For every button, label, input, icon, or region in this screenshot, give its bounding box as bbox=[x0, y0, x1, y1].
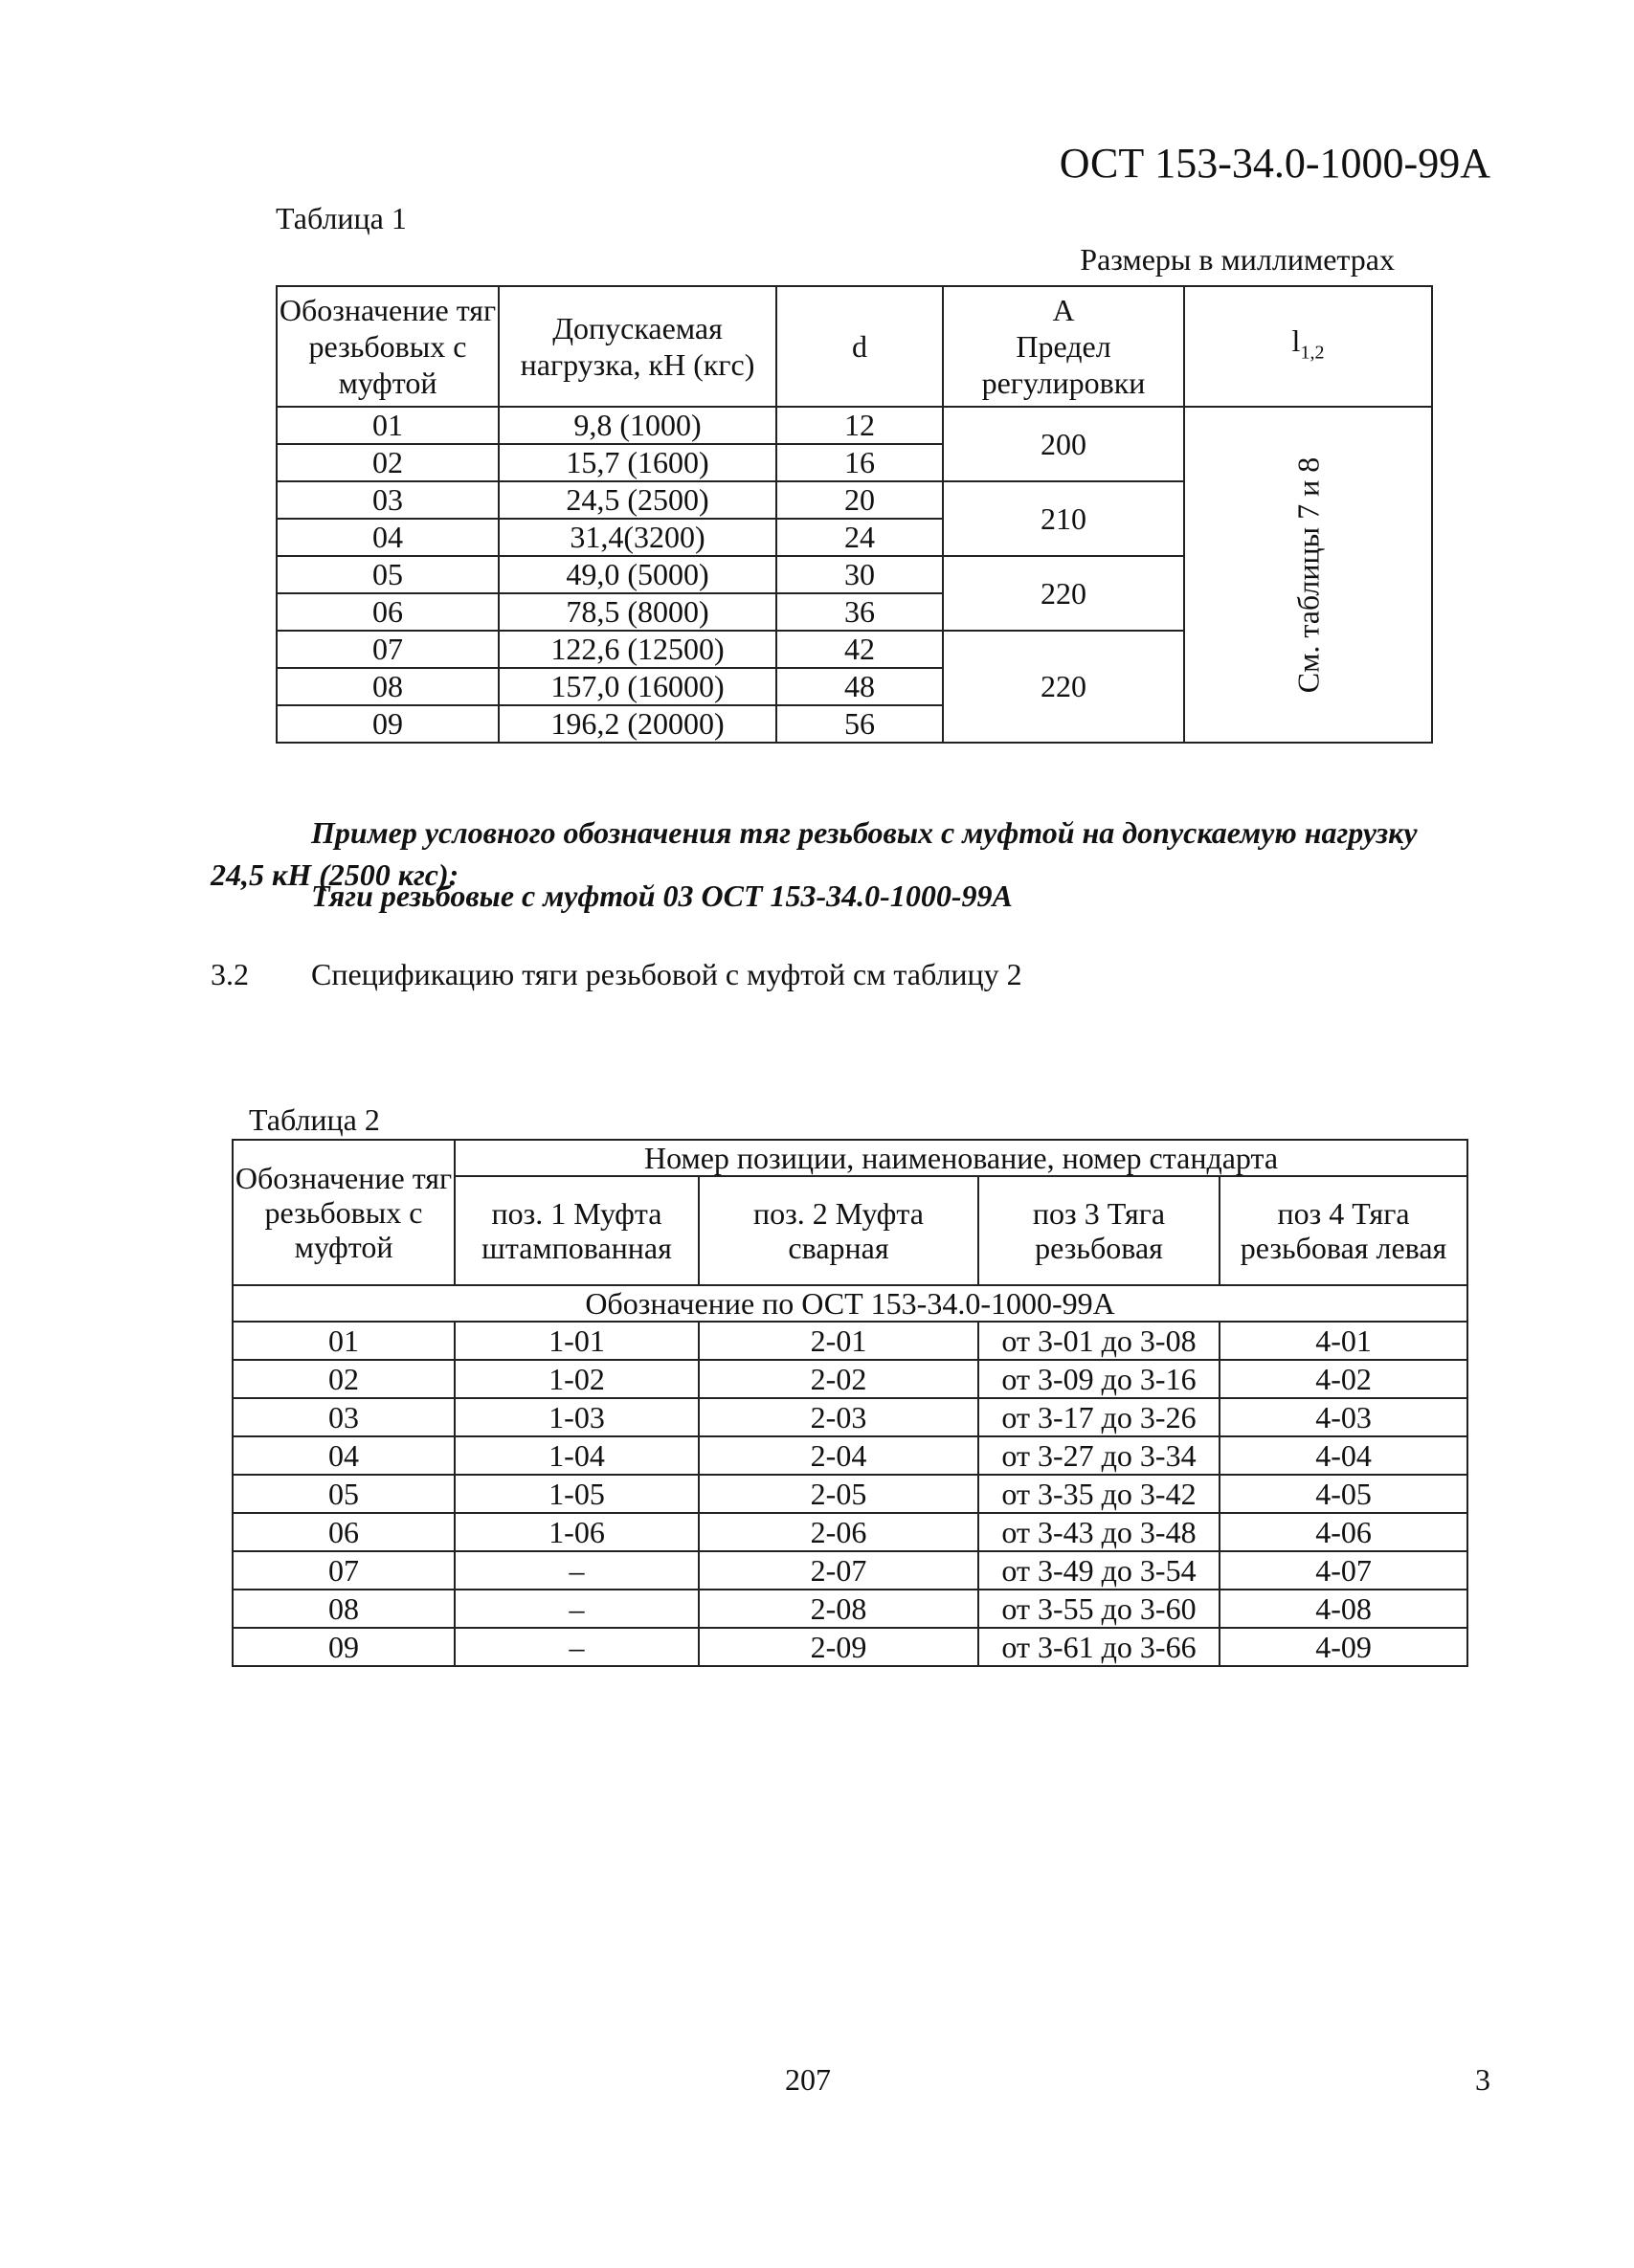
row-pos1: – bbox=[455, 1590, 699, 1628]
row-code: 04 bbox=[233, 1436, 455, 1475]
see-tables-note-cell bbox=[1184, 407, 1432, 743]
table1-col-a bbox=[943, 286, 1184, 407]
row-a: 210 bbox=[943, 481, 1184, 556]
table-row bbox=[233, 1551, 1467, 1590]
row-a: 220 bbox=[943, 631, 1184, 743]
page-number: 207 bbox=[785, 2062, 831, 2097]
row-pos4: 4-06 bbox=[1220, 1513, 1467, 1551]
row-load: 31,4(3200) bbox=[499, 519, 776, 556]
table-row bbox=[233, 1513, 1467, 1551]
row-pos3: от 3-35 до 3-42 bbox=[978, 1475, 1220, 1513]
row-pos1: 1-06 bbox=[455, 1513, 699, 1551]
table1-col-l-letter: l bbox=[1291, 322, 1301, 358]
row-pos3: от 3-61 до 3-66 bbox=[978, 1628, 1220, 1666]
example-text: Пример условного обозначения тяг резьбовых с муфтой на допускаемую нагрузку 24,5 кН (2500 кгс): bbox=[211, 815, 1418, 892]
row-pos3: от 3-17 до 3-26 bbox=[978, 1398, 1220, 1436]
clause-text: Спецификацию тяги резьбовой с муфтой см таблицу 2 bbox=[311, 957, 1022, 991]
row-pos4: 4-08 bbox=[1220, 1590, 1467, 1628]
table-row bbox=[233, 1436, 1467, 1475]
row-load: 9,8 (1000) bbox=[499, 407, 776, 444]
row-pos3: от 3-49 до 3-54 bbox=[978, 1551, 1220, 1590]
table2-designation-standard: Обозначение по ОСТ 153-34.0-1000-99А bbox=[233, 1285, 1467, 1322]
row-load: 196,2 (20000) bbox=[499, 705, 776, 743]
row-pos1: 1-05 bbox=[455, 1475, 699, 1513]
row-pos2: 2-09 bbox=[699, 1628, 978, 1666]
row-code: 09 bbox=[277, 705, 499, 743]
table2-group-header: Номер позиции, наименование, номер стандарта bbox=[455, 1140, 1467, 1176]
row-code: 01 bbox=[277, 407, 499, 444]
table2-col-pos3: поз 3 Тяга резьбовая bbox=[978, 1176, 1220, 1285]
table1-col-a-letter: А bbox=[1052, 293, 1075, 327]
table2-col-designation: Обозначение тяг резьбовых с муфтой bbox=[233, 1140, 455, 1285]
table2-col-pos2: поз. 2 Муфта сварная bbox=[699, 1176, 978, 1285]
units-note: Размеры в миллиметрах bbox=[1080, 242, 1395, 277]
row-d: 24 bbox=[776, 519, 943, 556]
row-code: 03 bbox=[277, 481, 499, 519]
row-load: 157,0 (16000) bbox=[499, 668, 776, 705]
row-pos3: от 3-01 до 3-08 bbox=[978, 1322, 1220, 1360]
row-pos4: 4-05 bbox=[1220, 1475, 1467, 1513]
table1-col-l bbox=[1184, 286, 1432, 407]
table-row bbox=[277, 407, 1432, 444]
row-pos1: 1-04 bbox=[455, 1436, 699, 1475]
sheet-number: 3 bbox=[1475, 2062, 1490, 2097]
row-pos3: от 3-27 до 3-34 bbox=[978, 1436, 1220, 1475]
row-pos1: 1-03 bbox=[455, 1398, 699, 1436]
row-a: 200 bbox=[943, 407, 1184, 481]
row-d: 48 bbox=[776, 668, 943, 705]
row-pos1: 1-02 bbox=[455, 1360, 699, 1398]
row-code: 03 bbox=[233, 1398, 455, 1436]
row-d: 30 bbox=[776, 556, 943, 593]
table1 bbox=[276, 285, 1433, 744]
table2-col-pos1: поз. 1 Муфта штампованная bbox=[455, 1176, 699, 1285]
row-d: 12 bbox=[776, 407, 943, 444]
table2 bbox=[232, 1139, 1468, 1667]
row-d: 42 bbox=[776, 631, 943, 668]
row-code: 08 bbox=[277, 668, 499, 705]
row-d: 56 bbox=[776, 705, 943, 743]
table-row bbox=[233, 1590, 1467, 1628]
row-pos4: 4-09 bbox=[1220, 1628, 1467, 1666]
row-pos4: 4-04 bbox=[1220, 1436, 1467, 1475]
document-code: ОСТ 153-34.0-1000-99А bbox=[1059, 140, 1490, 187]
row-code: 02 bbox=[233, 1360, 455, 1398]
row-pos2: 2-02 bbox=[699, 1360, 978, 1398]
row-load: 49,0 (5000) bbox=[499, 556, 776, 593]
row-load: 15,7 (1600) bbox=[499, 444, 776, 481]
table1-col-d: d bbox=[776, 286, 943, 407]
row-load: 24,5 (2500) bbox=[499, 481, 776, 519]
table1-col-a-label: Предел регулировки bbox=[981, 329, 1146, 400]
row-code: 06 bbox=[233, 1513, 455, 1551]
row-code: 05 bbox=[277, 556, 499, 593]
row-pos2: 2-05 bbox=[699, 1475, 978, 1513]
row-pos4: 4-01 bbox=[1220, 1322, 1467, 1360]
table2-header-row bbox=[233, 1140, 1467, 1176]
row-code: 04 bbox=[277, 519, 499, 556]
row-pos1: 1-01 bbox=[455, 1322, 699, 1360]
table1-caption: Таблица 1 bbox=[276, 201, 407, 235]
row-pos2: 2-07 bbox=[699, 1551, 978, 1590]
row-code: 06 bbox=[277, 593, 499, 631]
row-code: 07 bbox=[277, 631, 499, 668]
row-code: 09 bbox=[233, 1628, 455, 1666]
table-row bbox=[233, 1398, 1467, 1436]
row-pos1: – bbox=[455, 1628, 699, 1666]
example-designation: Тяги резьбовые с муфтой 03 ОСТ 153-34.0-1000-99А bbox=[311, 878, 1013, 913]
row-d: 20 bbox=[776, 481, 943, 519]
row-a: 220 bbox=[943, 556, 1184, 631]
row-pos2: 2-01 bbox=[699, 1322, 978, 1360]
row-code: 05 bbox=[233, 1475, 455, 1513]
row-pos2: 2-06 bbox=[699, 1513, 978, 1551]
table-row bbox=[233, 1322, 1467, 1360]
row-load: 122,6 (12500) bbox=[499, 631, 776, 668]
row-pos4: 4-03 bbox=[1220, 1398, 1467, 1436]
see-tables-note: См. таблицы 7 и 8 bbox=[1290, 456, 1325, 693]
row-code: 01 bbox=[233, 1322, 455, 1360]
row-code: 02 bbox=[277, 444, 499, 481]
table-row bbox=[233, 1475, 1467, 1513]
table2-caption: Таблица 2 bbox=[249, 1102, 380, 1137]
table2-span-row bbox=[233, 1285, 1467, 1322]
row-pos3: от 3-09 до 3-16 bbox=[978, 1360, 1220, 1398]
row-pos4: 4-02 bbox=[1220, 1360, 1467, 1398]
table-row bbox=[233, 1360, 1467, 1398]
table2-col-pos4: поз 4 Тяга резьбовая левая bbox=[1220, 1176, 1467, 1285]
table1-col-load: Допускаемая нагрузка, кН (кгс) bbox=[499, 286, 776, 407]
row-pos3: от 3-43 до 3-48 bbox=[978, 1513, 1220, 1551]
row-load: 78,5 (8000) bbox=[499, 593, 776, 631]
row-pos3: от 3-55 до 3-60 bbox=[978, 1590, 1220, 1628]
row-pos2: 2-04 bbox=[699, 1436, 978, 1475]
row-pos2: 2-03 bbox=[699, 1398, 978, 1436]
table1-col-l-sub: 1,2 bbox=[1300, 342, 1325, 364]
row-code: 07 bbox=[233, 1551, 455, 1590]
table-row bbox=[233, 1628, 1467, 1666]
row-code: 08 bbox=[233, 1590, 455, 1628]
clause-number: 3.2 bbox=[211, 957, 249, 991]
row-d: 36 bbox=[776, 593, 943, 631]
row-d: 16 bbox=[776, 444, 943, 481]
clause-3-2 bbox=[211, 957, 1022, 992]
table1-header-row bbox=[277, 286, 1432, 407]
row-pos4: 4-07 bbox=[1220, 1551, 1467, 1590]
row-pos1: – bbox=[455, 1551, 699, 1590]
row-pos2: 2-08 bbox=[699, 1590, 978, 1628]
table1-col-designation: Обозначение тяг резьбовых с муфтой bbox=[277, 286, 499, 407]
